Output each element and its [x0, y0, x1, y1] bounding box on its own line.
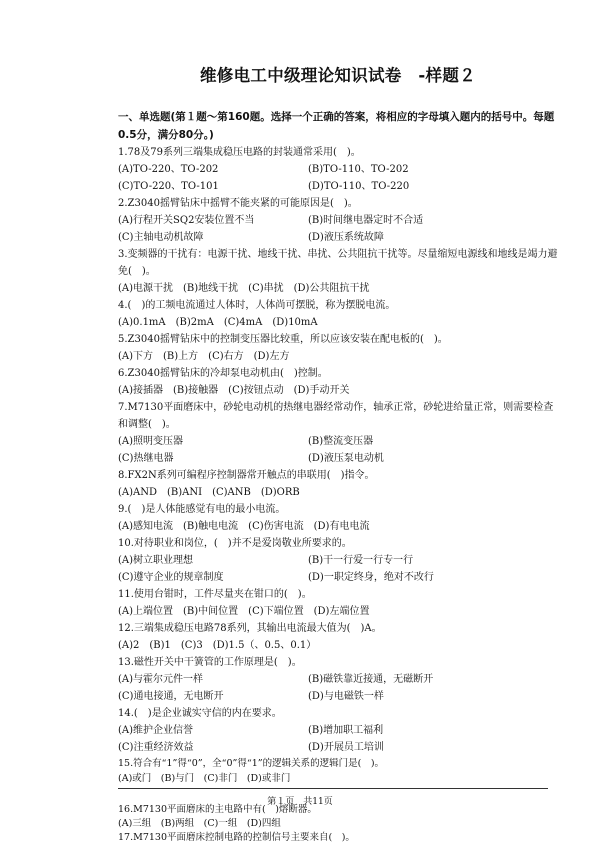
- question-stem: 7.M7130平面磨床中，砂轮电动机的热继电器经常动作，轴承正常，砂轮进给量正常，则需要检查和调整( )。: [118, 402, 554, 430]
- option: (B)TO-110、TO-202: [308, 164, 409, 175]
- option: (A)2 (B)1 (C)3 (D)1.5（、0.5、0.1）: [118, 640, 317, 651]
- option: (A)照明变压器: [118, 436, 184, 447]
- option: (B)磁铁靠近接通，无磁断开: [308, 674, 434, 685]
- option: (A)电源干扰 (B)地线干扰 (C)串扰 (D)公共阻抗干扰: [118, 283, 370, 294]
- question-stem: 3.变频器的干扰有：电源干扰、地线干扰、串扰、公共阻抗干扰等。尽量缩短电源线和地线是竭力避免( )。: [118, 249, 558, 277]
- question-stem: 13.磁性开关中干簧管的工作原理是( )。: [118, 657, 302, 668]
- question-stem: 15.符合有“1”得“0”，全“0”得“1”的逻辑关系的逻辑门是( )。: [118, 758, 385, 769]
- option: (A)AND (B)ANI (C)ANB (D)ORB: [118, 487, 300, 498]
- option: (B)干一行爱一行专一行: [308, 555, 414, 566]
- option: (C)TO-220、TO-101: [118, 181, 219, 192]
- option: (A)下方 (B)上方 (C)右方 (D)左方: [118, 351, 290, 362]
- question-stem: 10.对待职业和岗位，( )并不是爱岗敬业所要求的。: [118, 538, 352, 549]
- option: (D)液压系统故障: [308, 232, 384, 243]
- question-stem: 17.M7130平面磨床控制电路的控制信号主要来自( )。: [118, 832, 355, 843]
- option: (C)遵守企业的规章制度: [118, 572, 224, 583]
- page-title: 维修电工中级理论知识试卷 -样题２: [200, 66, 476, 85]
- option: (A)维护企业信誉: [118, 725, 194, 736]
- option: (B)时间继电器定时不合适: [308, 215, 424, 226]
- section-heading: 一、单选题(第１题～第160题。选择一个正确的答案，将相应的字母填入题内的括号中。每题0.5分，满分80分。): [118, 111, 555, 141]
- option: (D)开展员工培训: [308, 742, 384, 753]
- option: (A)或门 (B)与门 (C)非门 (D)或非门: [118, 773, 291, 784]
- question-stem: 8.FX2N系列可编程序控制器常开触点的串联用( )指令。: [118, 470, 375, 481]
- option: (C)通电接通，无电断开: [118, 691, 224, 702]
- question-stem: 14.( )是企业诚实守信的内在要求。: [118, 708, 282, 719]
- option: (C)热继电器: [118, 453, 174, 464]
- option: (D)液压泵电动机: [308, 453, 384, 464]
- option: (B)整流变压器: [308, 436, 374, 447]
- option: (A)三组 (B)两组 (C)一组 (D)四组: [118, 818, 281, 829]
- question-stem: 12.三端集成稳压电路78系列，其输出电流最大值为( )A。: [118, 623, 382, 634]
- option: (C)主轴电动机故障: [118, 232, 204, 243]
- question-stem: 11.使用台钳时，工件尽量夹在钳口的( )。: [118, 589, 312, 600]
- option: (A)TO-220、TO-202: [118, 164, 219, 175]
- option: (B)增加职工福利: [308, 725, 384, 736]
- question-stem: 1.78及79系列三端集成稳压电路的封装通常采用( )。: [118, 147, 361, 158]
- question-stem: 9.( )是人体能感觉有电的最小电流。: [118, 504, 286, 515]
- question-stem: 5.Z3040摇臂钻床中的控制变压器比较重，所以应该安装在配电板的( )。: [118, 334, 448, 345]
- option: (A)感知电流 (B)触电电流 (C)伤害电流 (D)有电电流: [118, 521, 370, 532]
- option: (C)注重经济效益: [118, 742, 194, 753]
- option: (A)上端位置 (B)中间位置 (C)下端位置 (D)左端位置: [118, 606, 370, 617]
- option: (A)与霍尔元件一样: [118, 674, 204, 685]
- option: (D)一职定终身，绝对不改行: [308, 572, 434, 583]
- option: (A)树立职业理想: [118, 555, 194, 566]
- question-stem: 16.M7130平面磨床的主电路中有( )熔断器。: [118, 804, 317, 815]
- option: (D)TO-110、TO-220: [308, 181, 410, 192]
- option: (A)接插器 (B)接触器 (C)按钮点动 (D)手动开关: [118, 385, 350, 396]
- option: (A)行程开关SQ2安装位置不当: [118, 215, 255, 226]
- option: (D)与电磁铁一样: [308, 691, 384, 702]
- page-footer: 第１页 共11页: [267, 797, 333, 807]
- footer-rule: [118, 788, 548, 789]
- question-stem: 2.Z3040摇臂钻床中摇臂不能夹紧的可能原因是( )。: [118, 198, 358, 209]
- question-stem: 4.( )的工频电流通过人体时，人体尚可摆脱，称为摆脱电流。: [118, 300, 396, 311]
- option: (A)0.1mA (B)2mA (C)4mA (D)10mA: [118, 317, 318, 328]
- question-stem: 6.Z3040摇臂钻床的冷却泵电动机由( )控制。: [118, 368, 328, 379]
